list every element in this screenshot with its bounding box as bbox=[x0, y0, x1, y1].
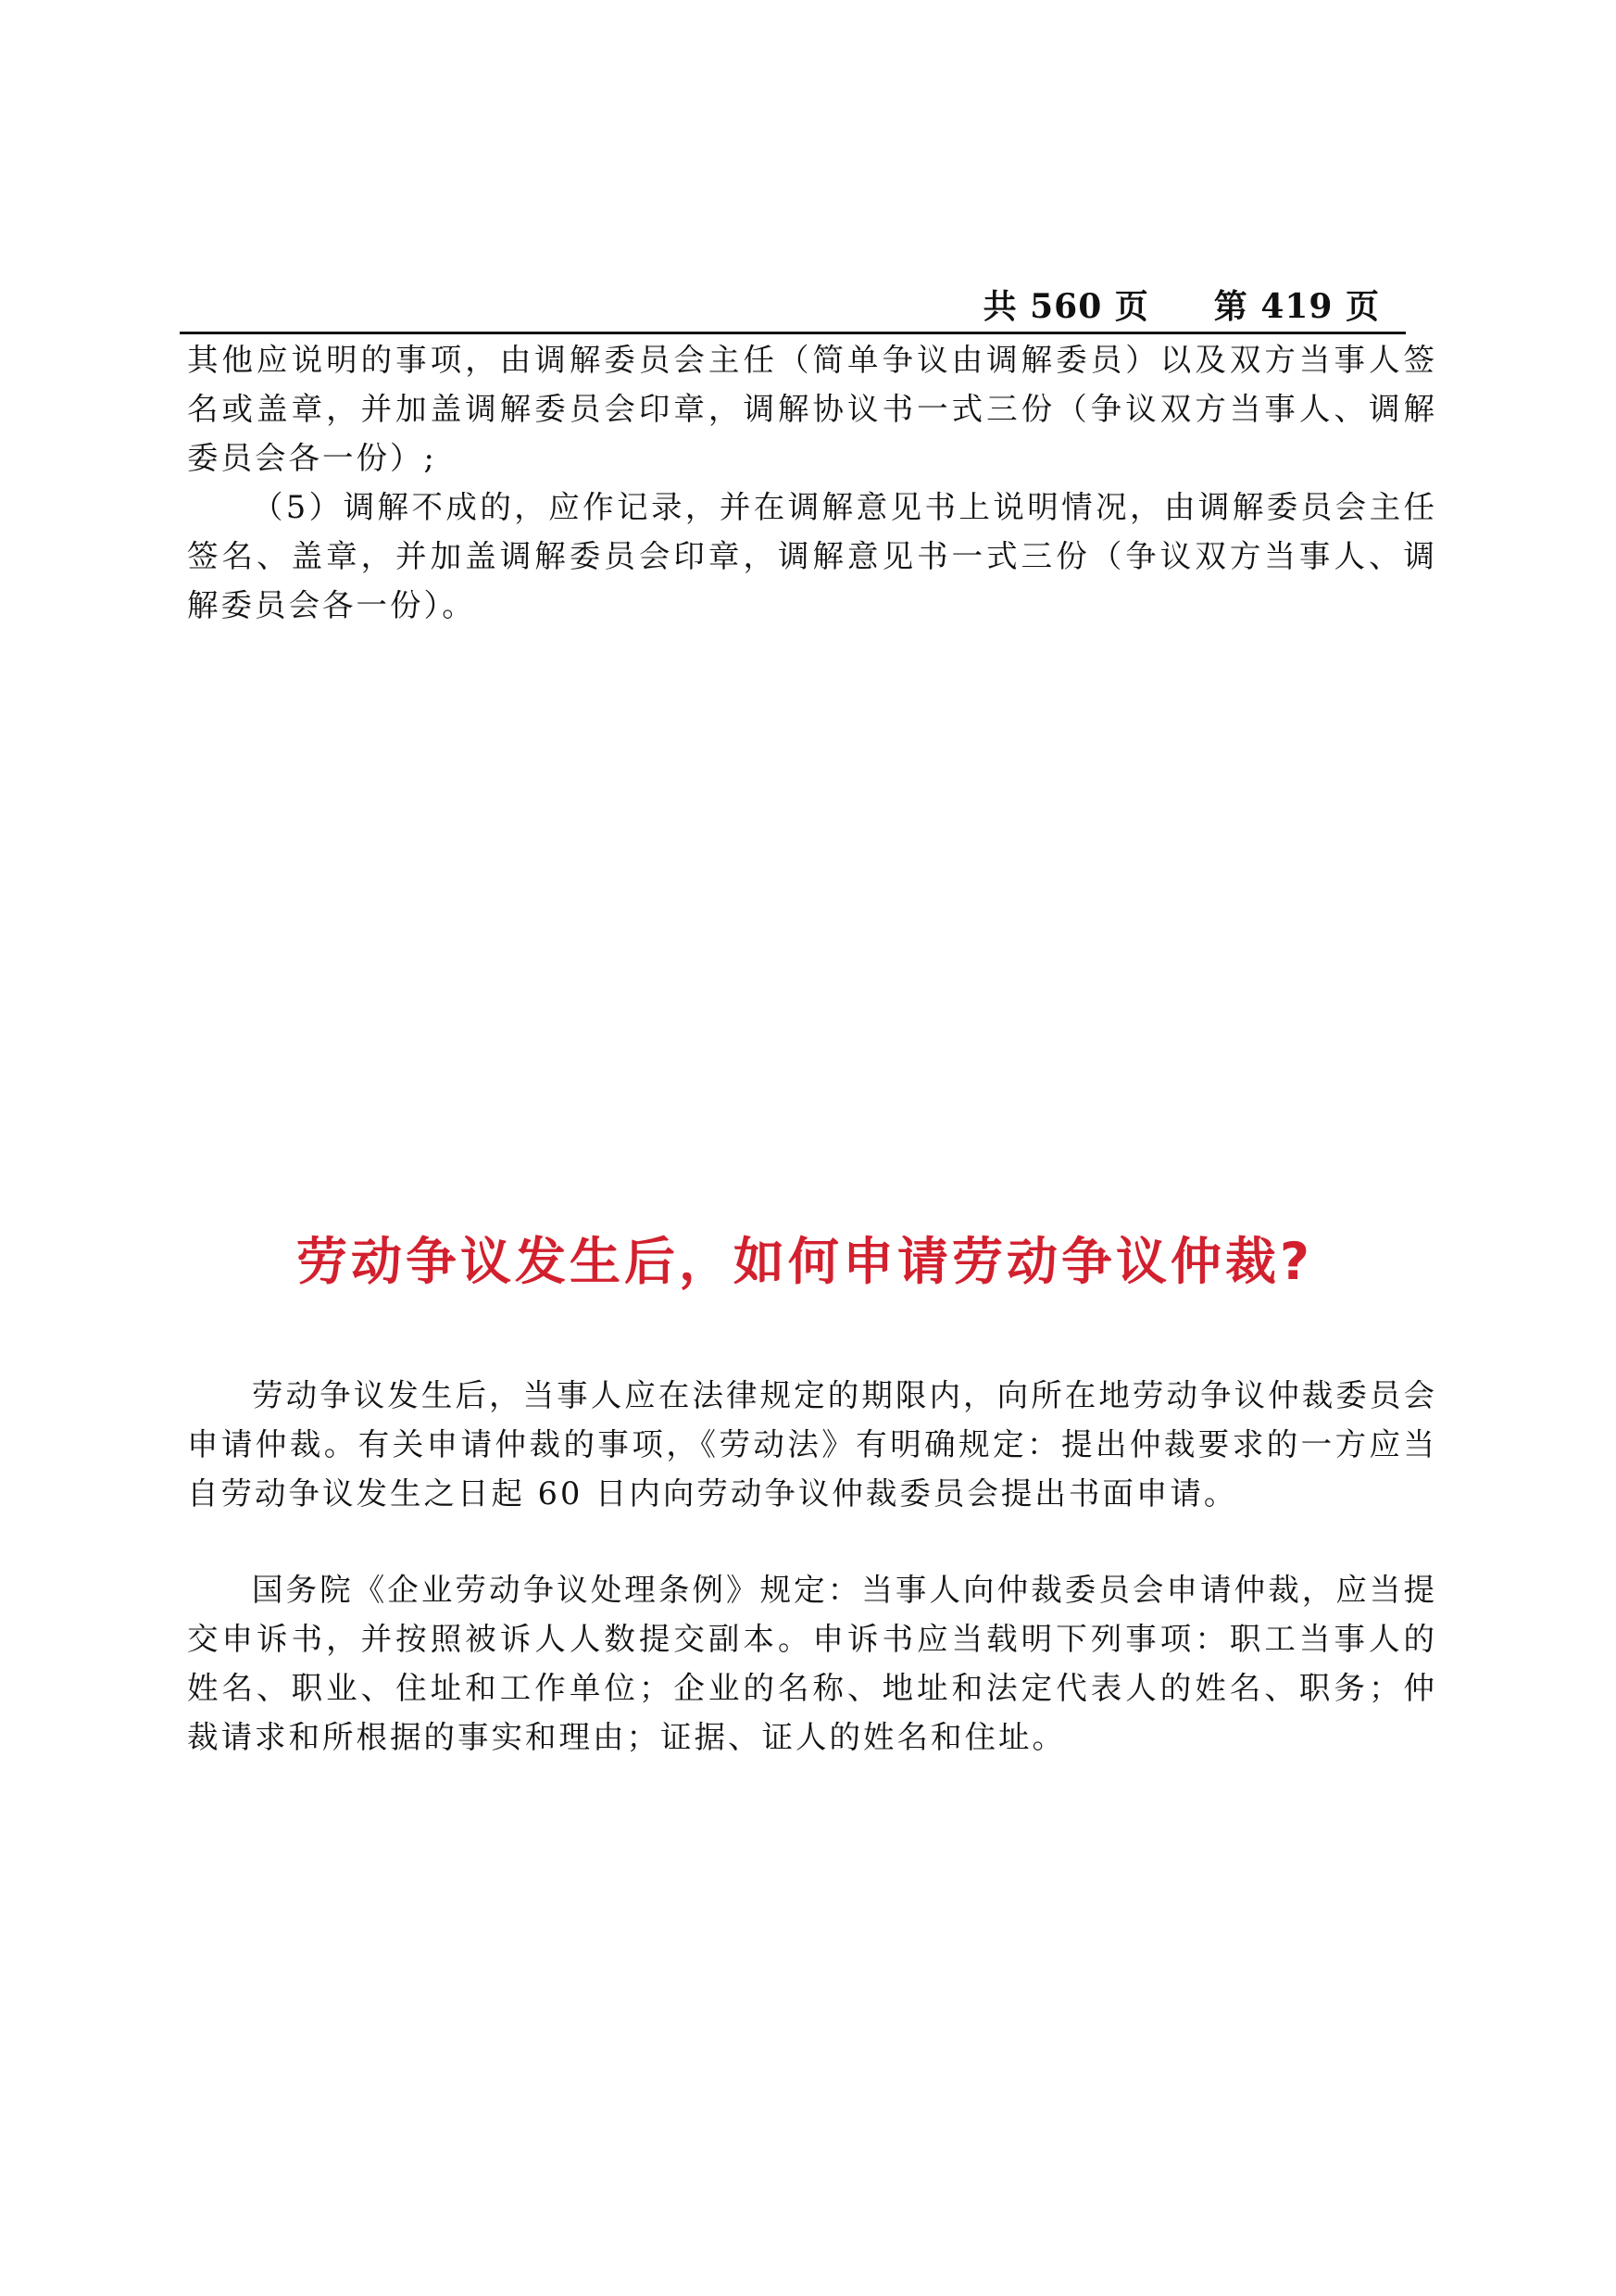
current-page: 第 419 页 bbox=[1213, 287, 1380, 326]
continued-paragraph-2: （5）调解不成的，应作记录，并在调解意见书上说明情况，由调解委员会主任签名、盖章，并加盖调解委员会印章，调解意见书一式三份（争议双方当事人、调解委员会各一份）。 bbox=[187, 489, 1437, 623]
section-paragraph-1: 劳动争议发生后，当事人应在法律规定的期限内，向所在地劳动争议仲裁委员会申请仲裁。有关申请仲裁的事项，《劳动法》有明确规定：提出仲裁要求的一方应当自劳动争议发生之日起 60 日内向劳动争议仲裁委员会提出书面申请。 bbox=[187, 1377, 1437, 1512]
section-paragraph-1-block bbox=[187, 1371, 1437, 1518]
continued-text bbox=[187, 335, 1437, 630]
section-paragraph-2: 国务院《企业劳动争议处理条例》规定：当事人向仲裁委员会申请仲裁，应当提交申诉书，并按照被诉人人数提交副本。申诉书应当载明下列事项：职工当事人的姓名、职业、住址和工作单位；企业的名称、地址和法定代表人的姓名、职务；仲裁请求和所根据的事实和理由；证据、证人的姓名和住址。 bbox=[187, 1572, 1437, 1755]
page-counter bbox=[983, 281, 1380, 328]
section-paragraph-2-block bbox=[187, 1565, 1437, 1762]
total-pages: 共 560 页 bbox=[983, 287, 1149, 326]
page-header bbox=[180, 278, 1406, 334]
section-title: 劳动争议发生后，如何申请劳动争议仲裁? bbox=[296, 1232, 1313, 1291]
continued-paragraph-1: 其他应说明的事项，由调解委员会主任（简单争议由调解委员）以及双方当事人签名或盖章，并加盖调解委员会印章，调解协议书一式三份（争议双方当事人、调解委员会各一份）; bbox=[187, 342, 1437, 476]
